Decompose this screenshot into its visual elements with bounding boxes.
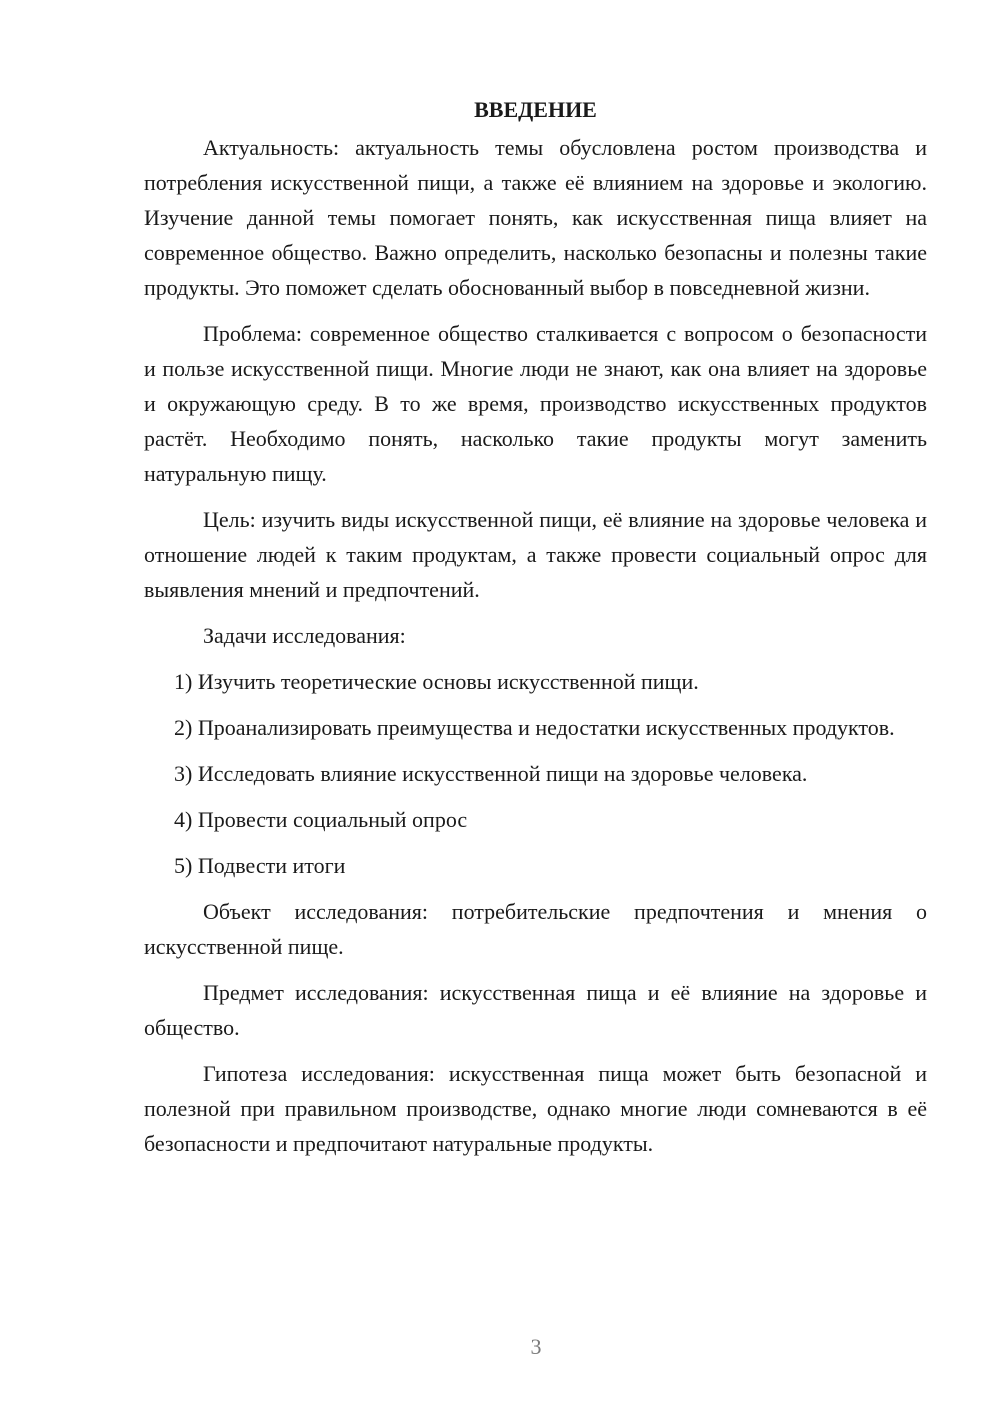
paragraph-object: Объект исследования: потребительские предпочтения и мнения о искусственной пище. (144, 899, 927, 959)
page-number: 3 (530, 1334, 542, 1359)
task-item-2: 2) Проанализировать преимущества и недостатки искусственных продуктов. (174, 715, 895, 740)
task-item-1: 1) Изучить теоретические основы искусственной пищи. (174, 669, 699, 694)
paragraph-goal: Цель: изучить виды искусственной пищи, её влияние на здоровье человека и отношение людей к таким продуктам, а также провести социальный опрос для выявления мнений и предпочтений. (144, 507, 927, 602)
task-item-3: 3) Исследовать влияние искусственной пищи на здоровье человека. (174, 761, 808, 786)
document-body (144, 92, 927, 1172)
task-item-5: 5) Подвести итоги (174, 853, 346, 878)
paragraph-relevance: Актуальность: актуальность темы обусловлена ростом производства и потребления искусственной пищи, а также её влиянием на здоровье и экологию. Изучение данной темы помогает понять, как искусственная пища влияет на современное общество. Важно определить, насколько безопасны и полезны такие продукты. Это поможет сделать обоснованный выбор в повседневной жизни. (144, 135, 927, 300)
task-item-4: 4) Провести социальный опрос (174, 807, 468, 832)
paragraph-hypothesis: Гипотеза исследования: искусственная пища может быть безопасной и полезной при правильном производстве, однако многие люди сомневаются в её безопасности и предпочитают натуральные продукты. (144, 1061, 927, 1156)
paragraph-subject: Предмет исследования: искусственная пища и её влияние на здоровье и общество. (144, 980, 927, 1040)
page-title: ВВЕДЕНИЕ (474, 97, 597, 122)
tasks-heading: Задачи исследования: (203, 623, 406, 648)
paragraph-problem: Проблема: современное общество сталкивается с вопросом о безопасности и пользе искусственной пищи. Многие люди не знают, как она влияет на здоровье и окружающую среду. В то же время, производство искусственных продуктов растёт. Необходимо понять, насколько такие продукты могут заменить натуральную пищу. (144, 321, 927, 486)
